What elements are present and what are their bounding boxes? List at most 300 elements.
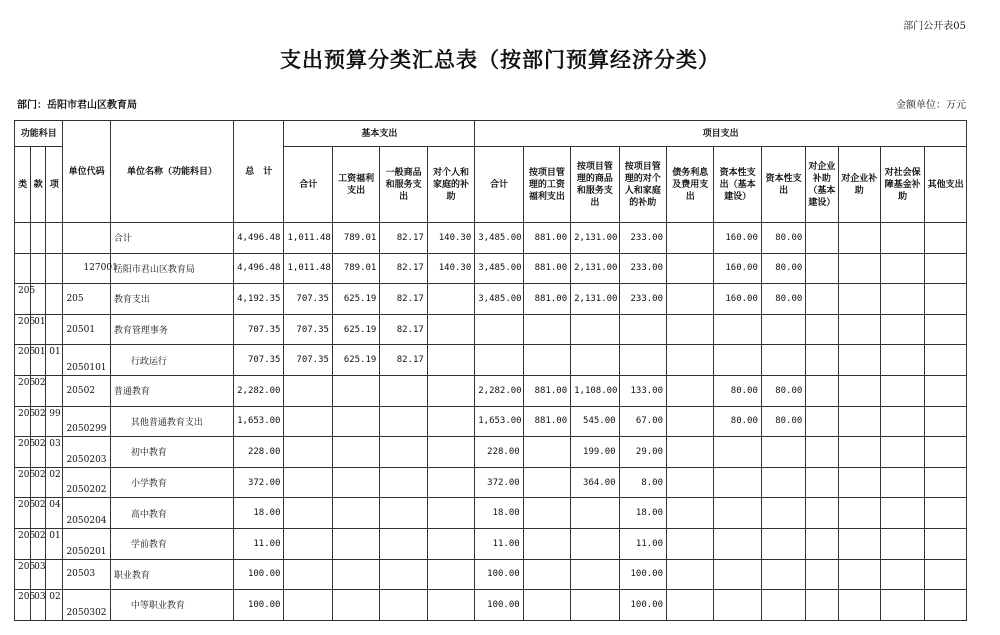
cell-total: 18.00 (234, 498, 284, 529)
cell-p-debt (667, 284, 714, 315)
cell-b-goods (380, 406, 427, 437)
cell-p-total: 228.00 (475, 437, 523, 468)
cell-code: 20503 (63, 559, 110, 590)
header-basic-expenditure: 基本支出 (284, 121, 475, 147)
cell-p-enterprise-basic (806, 559, 838, 590)
cell-code: 127001 (63, 253, 110, 284)
cell-lei: 205 (15, 345, 31, 376)
cell-p-social (880, 590, 924, 621)
cell-p-enterprise (838, 467, 880, 498)
cell-kuan: 02 (31, 498, 46, 529)
cell-p-wage (523, 345, 570, 376)
cell-b-personal (427, 314, 474, 345)
cell-b-personal (427, 406, 474, 437)
header-project-debt: 债务利息及费用支出 (667, 147, 714, 223)
cell-b-wage (332, 375, 379, 406)
cell-p-enterprise-basic (806, 345, 838, 376)
cell-p-enterprise (838, 498, 880, 529)
cell-xiang: 99 (46, 406, 63, 437)
cell-code: 20502 (63, 375, 110, 406)
cell-kuan: 01 (31, 314, 46, 345)
cell-p-other (925, 590, 967, 621)
cell-b-total (284, 559, 332, 590)
header-project-other: 其他支出 (925, 147, 967, 223)
cell-p-social (880, 345, 924, 376)
cell-b-total: 707.35 (284, 314, 332, 345)
header-project-goods: 按项目管理的商品和服务支出 (571, 147, 619, 223)
cell-kuan (31, 223, 46, 254)
cell-p-wage: 881.00 (523, 223, 570, 254)
cell-code: 2050202 (63, 467, 110, 498)
cell-b-total (284, 590, 332, 621)
cell-p-enterprise (838, 406, 880, 437)
cell-p-wage: 881.00 (523, 253, 570, 284)
cell-xiang (46, 223, 63, 254)
cell-xiang: 04 (46, 498, 63, 529)
cell-p-capital-basic: 160.00 (714, 223, 761, 254)
cell-p-capital-basic (714, 559, 761, 590)
cell-p-capital-basic (714, 590, 761, 621)
cell-p-capital (761, 437, 805, 468)
cell-p-total: 18.00 (475, 498, 523, 529)
cell-b-goods (380, 375, 427, 406)
budget-table (14, 120, 967, 621)
cell-p-debt (667, 528, 714, 559)
cell-p-other (925, 223, 967, 254)
header-project-wage: 按项目管理的工资福利支出 (523, 147, 570, 223)
cell-p-social (880, 528, 924, 559)
cell-p-total: 3,485.00 (475, 253, 523, 284)
cell-p-social (880, 314, 924, 345)
cell-p-personal: 233.00 (619, 223, 666, 254)
cell-p-other (925, 498, 967, 529)
header-basic-wage: 工资福利支出 (332, 147, 379, 223)
cell-total: 1,653.00 (234, 406, 284, 437)
cell-b-wage (332, 406, 379, 437)
cell-xiang (46, 375, 63, 406)
cell-xiang: 03 (46, 437, 63, 468)
header-project-personal: 按项目管理的对个人和家庭的补助 (619, 147, 666, 223)
table-row (15, 590, 967, 621)
cell-b-goods: 82.17 (380, 253, 427, 284)
cell-p-capital: 80.00 (761, 253, 805, 284)
cell-b-wage: 625.19 (332, 284, 379, 315)
table-row (15, 559, 967, 590)
cell-p-debt (667, 345, 714, 376)
cell-name: 教育管理事务 (110, 314, 233, 345)
cell-b-wage: 789.01 (332, 253, 379, 284)
cell-b-wage: 625.19 (332, 314, 379, 345)
cell-p-capital: 80.00 (761, 223, 805, 254)
cell-p-debt (667, 223, 714, 254)
cell-b-goods (380, 559, 427, 590)
cell-lei: 205 (15, 437, 31, 468)
cell-p-capital-basic: 80.00 (714, 375, 761, 406)
cell-p-enterprise (838, 437, 880, 468)
cell-p-capital: 80.00 (761, 284, 805, 315)
cell-p-capital (761, 528, 805, 559)
table-row (15, 467, 967, 498)
cell-p-other (925, 406, 967, 437)
cell-kuan: 02 (31, 528, 46, 559)
cell-p-wage (523, 437, 570, 468)
cell-b-total: 707.35 (284, 284, 332, 315)
cell-p-capital (761, 314, 805, 345)
department-label: 部门：岳阳市君山区教育局 (17, 100, 137, 111)
cell-p-social (880, 253, 924, 284)
cell-b-personal (427, 375, 474, 406)
cell-name: 其他普通教育支出 (110, 406, 233, 437)
cell-p-enterprise-basic (806, 284, 838, 315)
cell-p-wage (523, 528, 570, 559)
cell-xiang: 02 (46, 467, 63, 498)
cell-lei: 205 (15, 375, 31, 406)
cell-b-total (284, 437, 332, 468)
cell-p-wage: 881.00 (523, 406, 570, 437)
cell-p-social (880, 223, 924, 254)
cell-name: 高中教育 (110, 498, 233, 529)
cell-p-total: 2,282.00 (475, 375, 523, 406)
cell-p-capital-basic (714, 345, 761, 376)
cell-kuan (31, 253, 46, 284)
cell-xiang (46, 314, 63, 345)
cell-p-personal: 8.00 (619, 467, 666, 498)
cell-b-total (284, 528, 332, 559)
table-row (15, 284, 967, 315)
cell-b-total: 1,011.48 (284, 223, 332, 254)
cell-p-total: 372.00 (475, 467, 523, 498)
cell-p-goods (571, 528, 619, 559)
cell-p-capital (761, 498, 805, 529)
cell-p-goods (571, 559, 619, 590)
cell-p-social (880, 284, 924, 315)
cell-name: 初中教育 (110, 437, 233, 468)
table-number-label: 部门公开表05 (903, 21, 966, 32)
header-unit-name: 单位名称（功能科目） (110, 121, 233, 223)
cell-b-wage (332, 590, 379, 621)
cell-p-enterprise (838, 223, 880, 254)
cell-kuan: 03 (31, 559, 46, 590)
table-row (15, 437, 967, 468)
header-xiang: 项 (46, 147, 63, 223)
cell-p-wage (523, 498, 570, 529)
cell-total: 707.35 (234, 314, 284, 345)
cell-p-total (475, 345, 523, 376)
table-row (15, 406, 967, 437)
cell-b-goods (380, 467, 427, 498)
cell-p-wage (523, 314, 570, 345)
cell-p-personal: 67.00 (619, 406, 666, 437)
cell-p-capital-basic (714, 314, 761, 345)
cell-p-personal: 100.00 (619, 559, 666, 590)
cell-p-other (925, 284, 967, 315)
cell-p-goods: 545.00 (571, 406, 619, 437)
cell-code: 2050201 (63, 528, 110, 559)
cell-xiang: 01 (46, 528, 63, 559)
cell-b-wage (332, 467, 379, 498)
cell-lei: 205 (15, 314, 31, 345)
cell-p-capital-basic: 160.00 (714, 284, 761, 315)
cell-p-capital-basic (714, 498, 761, 529)
cell-kuan: 03 (31, 590, 46, 621)
header-basic-personal: 对个人和家庭的补助 (427, 147, 474, 223)
cell-p-other (925, 528, 967, 559)
cell-b-personal (427, 284, 474, 315)
cell-p-social (880, 559, 924, 590)
cell-p-goods (571, 314, 619, 345)
page-title: 支出预算分类汇总表（按部门预算经济分类） (280, 47, 720, 72)
cell-p-debt (667, 314, 714, 345)
cell-kuan: 02 (31, 375, 46, 406)
cell-total: 11.00 (234, 528, 284, 559)
cell-lei (15, 253, 31, 284)
cell-name: 普通教育 (110, 375, 233, 406)
cell-p-other (925, 253, 967, 284)
cell-total: 100.00 (234, 590, 284, 621)
cell-code: 2050101 (63, 345, 110, 376)
cell-b-total (284, 498, 332, 529)
cell-p-personal: 233.00 (619, 284, 666, 315)
cell-p-debt (667, 467, 714, 498)
cell-kuan: 02 (31, 406, 46, 437)
cell-name: 小学教育 (110, 467, 233, 498)
cell-xiang (46, 253, 63, 284)
table-row (15, 498, 967, 529)
cell-p-debt (667, 406, 714, 437)
cell-b-goods (380, 498, 427, 529)
cell-p-other (925, 314, 967, 345)
cell-p-social (880, 467, 924, 498)
cell-p-other (925, 467, 967, 498)
cell-b-goods (380, 437, 427, 468)
cell-p-enterprise (838, 314, 880, 345)
cell-lei (15, 223, 31, 254)
cell-p-capital-basic: 160.00 (714, 253, 761, 284)
header-func-subject: 功能科目 (15, 121, 63, 147)
cell-code: 20501 (63, 314, 110, 345)
table-row (15, 528, 967, 559)
cell-xiang: 02 (46, 590, 63, 621)
header-project-expenditure: 项目支出 (475, 121, 967, 147)
cell-b-personal (427, 467, 474, 498)
cell-p-other (925, 437, 967, 468)
cell-b-wage (332, 498, 379, 529)
cell-p-capital (761, 559, 805, 590)
cell-b-wage (332, 528, 379, 559)
cell-p-personal: 100.00 (619, 590, 666, 621)
header-basic-total: 合计 (284, 147, 332, 223)
cell-total: 4,192.35 (234, 284, 284, 315)
cell-p-goods: 2,131.00 (571, 223, 619, 254)
cell-p-total: 100.00 (475, 590, 523, 621)
cell-b-total: 707.35 (284, 345, 332, 376)
cell-p-enterprise-basic (806, 528, 838, 559)
cell-b-wage: 789.01 (332, 223, 379, 254)
cell-total: 100.00 (234, 559, 284, 590)
cell-p-debt (667, 590, 714, 621)
cell-total: 4,496.48 (234, 253, 284, 284)
cell-p-total: 3,485.00 (475, 223, 523, 254)
cell-p-goods: 364.00 (571, 467, 619, 498)
cell-p-other (925, 345, 967, 376)
table-row (15, 253, 967, 284)
table-body (15, 223, 967, 621)
cell-p-capital-basic (714, 467, 761, 498)
cell-p-personal: 29.00 (619, 437, 666, 468)
cell-b-wage: 625.19 (332, 345, 379, 376)
header-basic-goods: 一般商品和服务支出 (380, 147, 427, 223)
cell-b-personal (427, 437, 474, 468)
cell-p-social (880, 406, 924, 437)
cell-p-total: 1,653.00 (475, 406, 523, 437)
cell-lei: 205 (15, 590, 31, 621)
cell-p-enterprise (838, 528, 880, 559)
cell-p-goods (571, 345, 619, 376)
cell-code: 2050204 (63, 498, 110, 529)
cell-b-total: 1,011.48 (284, 253, 332, 284)
cell-kuan: 01 (31, 345, 46, 376)
cell-p-capital (761, 467, 805, 498)
cell-p-debt (667, 498, 714, 529)
cell-name: 行政运行 (110, 345, 233, 376)
cell-p-personal: 18.00 (619, 498, 666, 529)
cell-p-personal: 11.00 (619, 528, 666, 559)
cell-p-capital-basic: 80.00 (714, 406, 761, 437)
cell-p-goods (571, 498, 619, 529)
cell-p-goods (571, 590, 619, 621)
cell-name: 学前教育 (110, 528, 233, 559)
cell-b-goods: 82.17 (380, 284, 427, 315)
cell-lei: 205 (15, 498, 31, 529)
cell-p-wage: 881.00 (523, 284, 570, 315)
cell-lei: 205 (15, 406, 31, 437)
cell-b-goods (380, 528, 427, 559)
cell-p-social (880, 498, 924, 529)
cell-name: 教育支出 (110, 284, 233, 315)
cell-p-wage (523, 590, 570, 621)
header-project-total: 合计 (475, 147, 523, 223)
cell-p-total (475, 314, 523, 345)
cell-xiang (46, 559, 63, 590)
header-total: 总 计 (234, 121, 284, 223)
header-project-social: 对社会保障基金补助 (880, 147, 924, 223)
cell-lei: 205 (15, 284, 31, 315)
cell-xiang (46, 284, 63, 315)
header-unit-code: 单位代码 (63, 121, 110, 223)
cell-p-capital-basic (714, 437, 761, 468)
cell-kuan: 02 (31, 437, 46, 468)
cell-p-social (880, 437, 924, 468)
cell-p-enterprise (838, 375, 880, 406)
cell-b-goods: 82.17 (380, 223, 427, 254)
cell-b-goods (380, 590, 427, 621)
cell-p-enterprise (838, 345, 880, 376)
cell-p-goods: 199.00 (571, 437, 619, 468)
cell-code: 2050203 (63, 437, 110, 468)
cell-b-personal: 140.30 (427, 253, 474, 284)
cell-lei: 205 (15, 559, 31, 590)
cell-b-personal: 140.30 (427, 223, 474, 254)
cell-p-enterprise-basic (806, 437, 838, 468)
cell-p-enterprise-basic (806, 223, 838, 254)
cell-p-personal (619, 345, 666, 376)
cell-name: 合计 (110, 223, 233, 254)
cell-p-personal: 133.00 (619, 375, 666, 406)
cell-code: 2050299 (63, 406, 110, 437)
cell-lei: 205 (15, 528, 31, 559)
cell-p-enterprise (838, 559, 880, 590)
cell-code: 205 (63, 284, 110, 315)
cell-p-social (880, 375, 924, 406)
cell-b-personal (427, 498, 474, 529)
cell-p-enterprise-basic (806, 314, 838, 345)
table-row (15, 375, 967, 406)
header-kuan: 款 (31, 147, 46, 223)
cell-p-goods: 2,131.00 (571, 284, 619, 315)
cell-code: 2050302 (63, 590, 110, 621)
cell-total: 372.00 (234, 467, 284, 498)
header-project-enterprise-basic: 对企业补助（基本建设） (806, 147, 838, 223)
cell-name: 岳阳市君山区教育局 (110, 253, 233, 284)
cell-name: 职业教育 (110, 559, 233, 590)
cell-b-personal (427, 345, 474, 376)
cell-b-wage (332, 437, 379, 468)
cell-p-enterprise-basic (806, 590, 838, 621)
cell-total: 228.00 (234, 437, 284, 468)
header-lei: 类 (15, 147, 31, 223)
cell-p-capital (761, 590, 805, 621)
header-project-capital: 资本性支出 (761, 147, 805, 223)
cell-b-personal (427, 590, 474, 621)
cell-p-goods: 1,108.00 (571, 375, 619, 406)
cell-p-debt (667, 375, 714, 406)
header-project-capital-basic: 资本性支出（基本建设） (714, 147, 761, 223)
currency-unit-label: 金额单位：万元 (896, 100, 966, 111)
table-row (15, 345, 967, 376)
cell-p-other (925, 559, 967, 590)
cell-lei: 205 (15, 467, 31, 498)
cell-p-total: 11.00 (475, 528, 523, 559)
cell-p-enterprise-basic (806, 406, 838, 437)
cell-p-enterprise (838, 284, 880, 315)
cell-b-personal (427, 528, 474, 559)
cell-p-goods: 2,131.00 (571, 253, 619, 284)
cell-p-total: 100.00 (475, 559, 523, 590)
cell-p-debt (667, 437, 714, 468)
table-row (15, 223, 967, 254)
cell-p-capital-basic (714, 528, 761, 559)
cell-p-capital: 80.00 (761, 406, 805, 437)
cell-p-other (925, 375, 967, 406)
cell-p-enterprise-basic (806, 253, 838, 284)
cell-p-personal (619, 314, 666, 345)
cell-name: 中等职业教育 (110, 590, 233, 621)
cell-b-goods: 82.17 (380, 345, 427, 376)
cell-p-debt (667, 559, 714, 590)
cell-b-wage (332, 559, 379, 590)
cell-p-total: 3,485.00 (475, 284, 523, 315)
cell-p-enterprise-basic (806, 375, 838, 406)
cell-code (63, 223, 110, 254)
header-project-enterprise: 对企业补助 (838, 147, 880, 223)
cell-p-enterprise (838, 590, 880, 621)
cell-p-enterprise (838, 253, 880, 284)
cell-total: 2,282.00 (234, 375, 284, 406)
cell-total: 707.35 (234, 345, 284, 376)
cell-p-personal: 233.00 (619, 253, 666, 284)
cell-p-wage (523, 559, 570, 590)
cell-p-wage: 881.00 (523, 375, 570, 406)
